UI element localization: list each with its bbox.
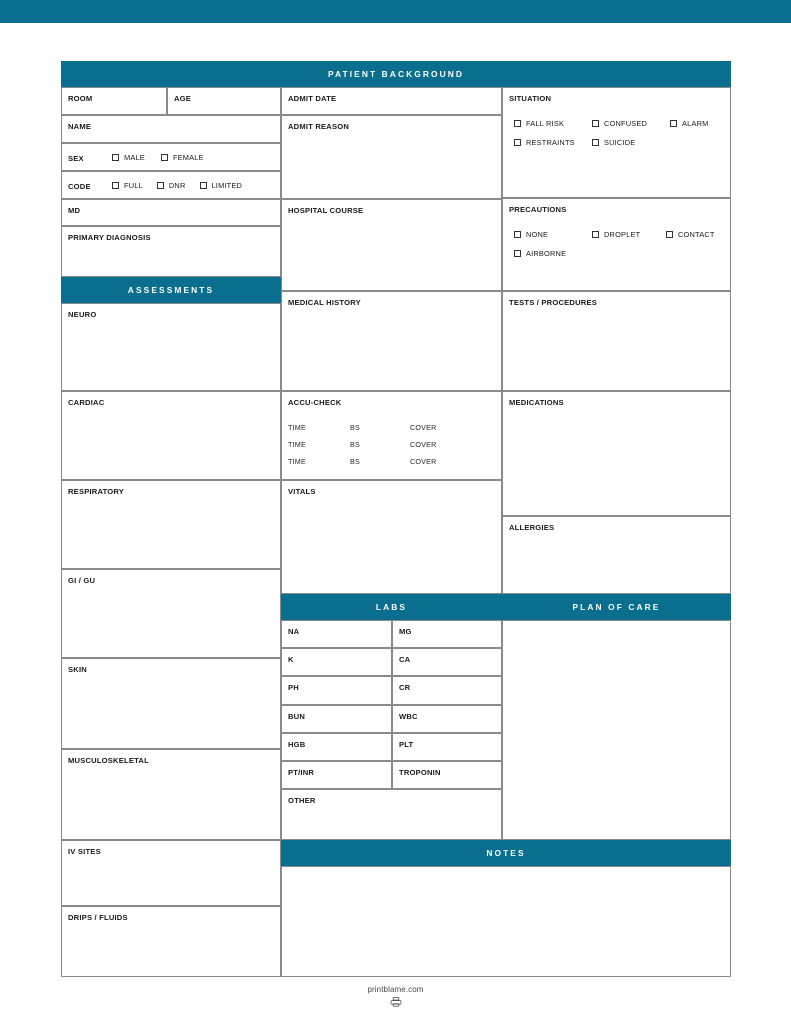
footer-site-label: printblame.com — [367, 985, 424, 994]
field-primary-diagnosis[interactable] — [61, 226, 281, 277]
accu-row-1-time: TIME — [288, 423, 306, 432]
field-situation[interactable] — [502, 87, 731, 198]
assessment-neuro-label: NEURO — [68, 310, 97, 319]
checkbox-restraints-label: RESTRAINTS — [526, 138, 575, 147]
field-admit-reason[interactable] — [281, 115, 502, 199]
checkbox-female-label: FEMALE — [172, 153, 204, 162]
checkbox-contact[interactable] — [666, 230, 715, 239]
lab-wbc-label: WBC — [399, 712, 418, 721]
field-precautions[interactable] — [502, 198, 731, 291]
checkbox-airborne[interactable] — [514, 249, 566, 258]
top-accent-banner — [0, 0, 791, 23]
lab-troponin[interactable] — [392, 761, 502, 789]
section-header-plan-of-care — [502, 594, 731, 620]
field-medications-label: MEDICATIONS — [509, 398, 564, 407]
section-header-assessments — [61, 277, 281, 303]
checkbox-fall-risk[interactable] — [514, 119, 592, 128]
checkbox-code-full-label: FULL — [124, 181, 143, 190]
checkbox-alarm-box[interactable] — [670, 120, 677, 127]
checkbox-male-box[interactable] — [112, 154, 119, 161]
checkbox-confused-box[interactable] — [592, 120, 599, 127]
field-admit-date[interactable] — [281, 87, 502, 115]
field-tests-procedures-label: TESTS / PROCEDURES — [509, 298, 597, 307]
lab-ph-label: PH — [288, 683, 299, 692]
checkbox-code-limited-label: LIMITED — [211, 181, 243, 190]
checkbox-code-limited-box[interactable] — [200, 182, 207, 189]
section-header-assessments-label: ASSESSMENTS — [127, 285, 215, 295]
field-sex-label: SEX — [68, 154, 84, 163]
checkbox-airborne-box[interactable] — [514, 250, 521, 257]
field-plan-of-care[interactable] — [502, 620, 731, 840]
lab-plt[interactable] — [392, 733, 502, 761]
precautions-checkbox-row-2 — [514, 249, 566, 258]
situation-checkbox-row-2 — [514, 138, 635, 147]
checkbox-none-box[interactable] — [514, 231, 521, 238]
accu-row-3-bs: BS — [350, 457, 360, 466]
checkbox-suicide-box[interactable] — [592, 139, 599, 146]
field-precautions-label: PRECAUTIONS — [509, 205, 567, 214]
assessment-skin[interactable] — [61, 658, 281, 749]
checkbox-code-dnr-label: DNR — [168, 181, 186, 190]
assessment-drips-fluids[interactable] — [61, 906, 281, 977]
lab-ph[interactable] — [281, 676, 392, 705]
checkbox-none-label: NONE — [526, 230, 549, 239]
field-situation-label: SITUATION — [509, 94, 552, 103]
field-age-label: AGE — [174, 94, 192, 103]
checkbox-suicide[interactable] — [592, 138, 635, 147]
lab-wbc[interactable] — [392, 705, 502, 733]
field-vitals-label: VITALS — [288, 487, 316, 496]
lab-mg[interactable] — [392, 620, 502, 648]
lab-other[interactable] — [281, 789, 502, 840]
checkbox-droplet[interactable] — [592, 230, 666, 239]
lab-hgb-label: HGB — [288, 740, 306, 749]
checkbox-droplet-label: DROPLET — [604, 230, 641, 239]
checkbox-code-full-box[interactable] — [112, 182, 119, 189]
checkbox-male-label: MALE — [124, 153, 145, 162]
checkbox-female-box[interactable] — [161, 154, 168, 161]
field-hospital-course[interactable] — [281, 199, 502, 291]
accu-row-3-cover: COVER — [410, 457, 437, 466]
accu-row-2-cover: COVER — [410, 440, 437, 449]
field-hospital-course-label: HOSPITAL COURSE — [288, 206, 364, 215]
accu-row-2-bs: BS — [350, 440, 360, 449]
accu-row-2-time: TIME — [288, 440, 306, 449]
lab-cr[interactable] — [392, 676, 502, 705]
checkbox-contact-label: CONTACT — [678, 230, 715, 239]
assessment-gi-gu[interactable] — [61, 569, 281, 658]
lab-k[interactable] — [281, 648, 392, 676]
accu-row-3-time: TIME — [288, 457, 306, 466]
lab-other-label: OTHER — [288, 796, 316, 805]
field-name-label: NAME — [68, 122, 92, 131]
lab-na[interactable] — [281, 620, 392, 648]
assessment-gi-gu-label: GI / GU — [68, 576, 96, 585]
lab-cr-label: CR — [399, 683, 411, 692]
checkbox-restraints[interactable] — [514, 138, 592, 147]
field-sex[interactable] — [61, 143, 281, 171]
lab-ca-label: CA — [399, 655, 411, 664]
precautions-checkbox-row-1 — [514, 230, 715, 239]
assessment-drips-fluids-label: DRIPS / FLUIDS — [68, 913, 128, 922]
lab-pt-inr[interactable] — [281, 761, 392, 789]
lab-plt-label: PLT — [399, 740, 414, 749]
lab-bun[interactable] — [281, 705, 392, 733]
footer — [0, 985, 791, 1012]
checkbox-male[interactable] — [112, 153, 145, 162]
field-room[interactable] — [61, 87, 167, 115]
assessment-iv-sites[interactable] — [61, 840, 281, 906]
nursing-report-form — [61, 61, 731, 977]
section-header-notes-label: NOTES — [486, 848, 526, 858]
field-allergies[interactable] — [502, 516, 731, 594]
section-header-plan-of-care-label: PLAN OF CARE — [572, 602, 661, 612]
field-admit-reason-label: ADMIT REASON — [288, 122, 350, 131]
lab-mg-label: MG — [399, 627, 412, 636]
section-header-patient-background — [61, 61, 731, 87]
lab-ca[interactable] — [392, 648, 502, 676]
checkbox-confused[interactable] — [592, 119, 670, 128]
checkbox-restraints-box[interactable] — [514, 139, 521, 146]
checkbox-fall-risk-box[interactable] — [514, 120, 521, 127]
field-primary-diagnosis-label: PRIMARY DIAGNOSIS — [68, 233, 151, 242]
checkbox-fall-risk-label: FALL RISK — [526, 119, 565, 128]
sex-checkbox-row — [112, 153, 204, 162]
assessment-cardiac[interactable] — [61, 391, 281, 480]
assessment-neuro[interactable] — [61, 303, 281, 391]
checkbox-suicide-label: SUICIDE — [604, 138, 636, 147]
field-admit-date-label: ADMIT DATE — [288, 94, 337, 103]
assessment-skin-label: SKIN — [68, 665, 87, 674]
field-allergies-label: ALLERGIES — [509, 523, 555, 532]
section-header-labs — [281, 594, 502, 620]
lab-na-label: NA — [288, 627, 300, 636]
printer-icon — [0, 996, 791, 1012]
field-name[interactable] — [61, 115, 281, 143]
accu-row-1-bs: BS — [350, 423, 360, 432]
checkbox-confused-label: CONFUSED — [604, 119, 648, 128]
checkbox-code-dnr-box[interactable] — [157, 182, 164, 189]
lab-hgb[interactable] — [281, 733, 392, 761]
checkbox-alarm-label: ALARM — [682, 119, 709, 128]
assessment-musculoskeletal-label: MUSCULOSKELETAL — [68, 756, 149, 765]
checkbox-code-limited[interactable] — [200, 181, 243, 190]
checkbox-none[interactable] — [514, 230, 592, 239]
accu-row-1-cover: COVER — [410, 423, 437, 432]
code-checkbox-row — [112, 181, 242, 190]
assessment-respiratory-label: RESPIRATORY — [68, 487, 125, 496]
assessment-iv-sites-label: IV SITES — [68, 847, 101, 856]
checkbox-code-dnr[interactable] — [157, 181, 186, 190]
assessment-respiratory[interactable] — [61, 480, 281, 569]
field-room-label: ROOM — [68, 94, 93, 103]
field-vitals[interactable] — [281, 480, 502, 594]
checkbox-alarm[interactable] — [670, 119, 708, 128]
situation-checkbox-row-1 — [514, 119, 708, 128]
checkbox-code-full[interactable] — [112, 181, 143, 190]
field-code-label: CODE — [68, 182, 91, 191]
field-md-label: MD — [68, 206, 81, 215]
field-accu-check[interactable] — [281, 391, 502, 480]
field-notes[interactable] — [281, 866, 731, 977]
assessment-cardiac-label: CARDIAC — [68, 398, 105, 407]
section-header-patient-background-label: PATIENT BACKGROUND — [327, 69, 465, 79]
field-accu-check-label: ACCU-CHECK — [288, 398, 342, 407]
lab-k-label: K — [288, 655, 294, 664]
field-medications[interactable] — [502, 391, 731, 516]
field-age[interactable] — [167, 87, 281, 115]
field-tests-procedures[interactable] — [502, 291, 731, 391]
checkbox-female[interactable] — [161, 153, 204, 162]
lab-pt-inr-label: PT/INR — [288, 768, 315, 777]
lab-troponin-label: TROPONIN — [399, 768, 441, 777]
field-md[interactable] — [61, 199, 281, 226]
assessment-musculoskeletal[interactable] — [61, 749, 281, 840]
field-code[interactable] — [61, 171, 281, 199]
section-header-labs-label: LABS — [375, 602, 408, 612]
checkbox-droplet-box[interactable] — [592, 231, 599, 238]
section-header-notes — [281, 840, 731, 866]
lab-bun-label: BUN — [288, 712, 306, 721]
checkbox-contact-box[interactable] — [666, 231, 673, 238]
field-medical-history[interactable] — [281, 291, 502, 391]
checkbox-airborne-label: AIRBORNE — [526, 249, 567, 258]
field-medical-history-label: MEDICAL HISTORY — [288, 298, 361, 307]
